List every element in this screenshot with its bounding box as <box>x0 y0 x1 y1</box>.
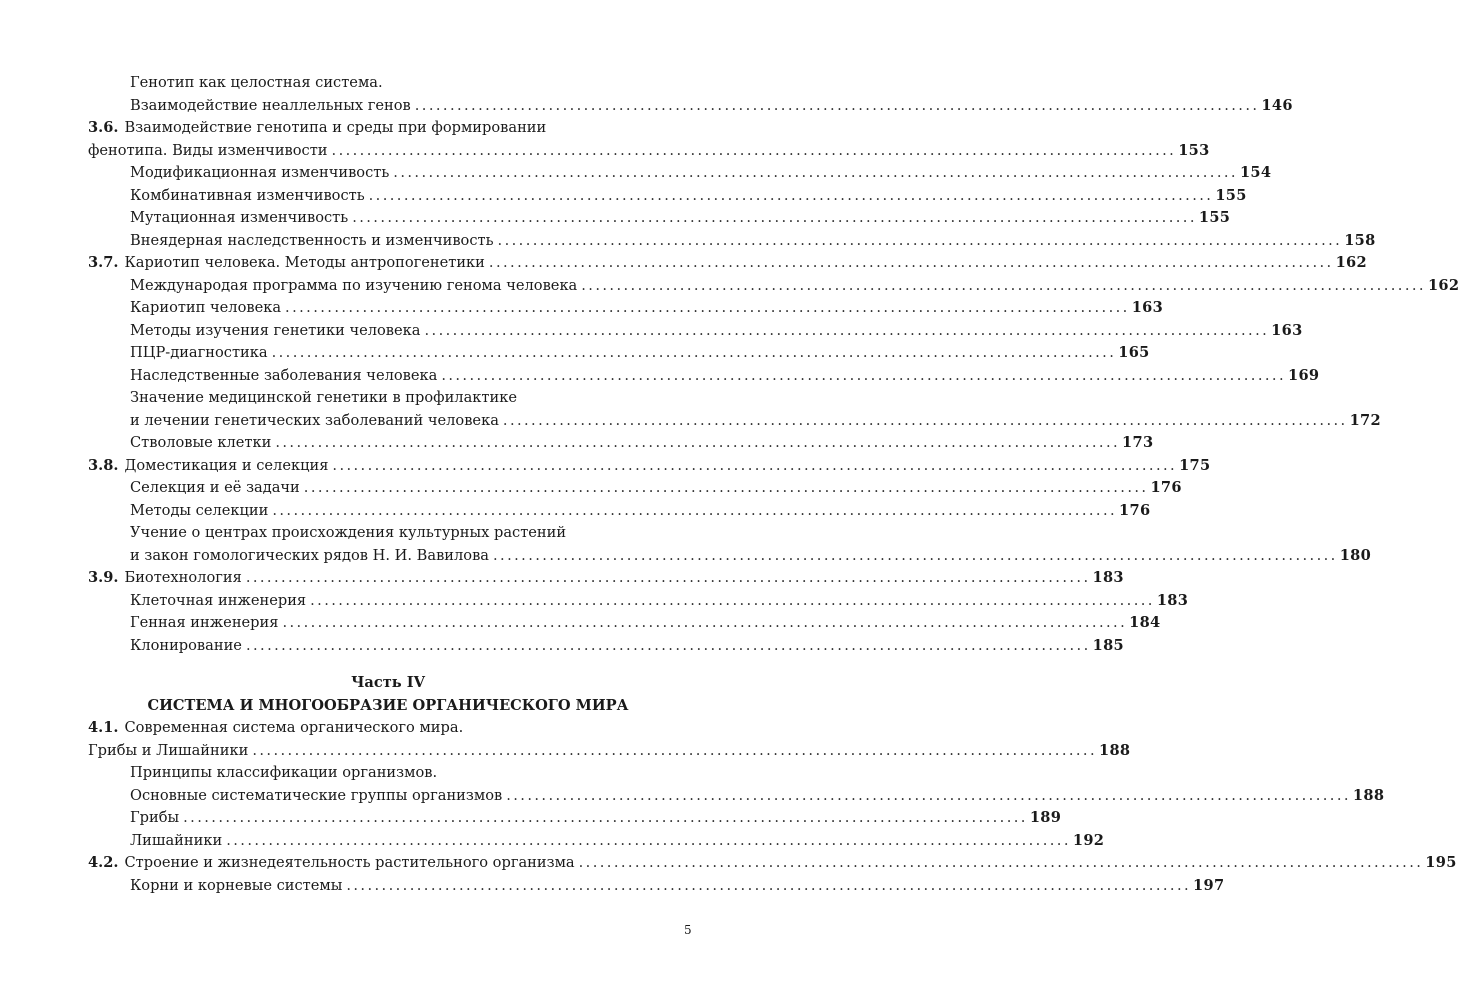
dot-leader: ........................................................................................................................ <box>303 479 1149 496</box>
entry-title: Клонирование <box>130 636 242 654</box>
page-reference: 188 <box>1099 741 1131 759</box>
part-number: Часть IV <box>351 674 425 691</box>
dot-leader: ........................................................................................................................ <box>488 254 1334 271</box>
entry-title: Международая программа по изучению генома человека <box>130 276 578 294</box>
entry-title: Клеточная инженерия <box>130 591 307 609</box>
toc-entry <box>88 477 1182 500</box>
entry-title: Кариотип человека <box>130 299 282 316</box>
dot-leader: ........................................................................................................................ <box>271 344 1117 361</box>
toc-entry <box>88 785 1385 808</box>
dot-leader: ........................................................................................................................ <box>578 854 1424 871</box>
dot-leader: ........................................................................................................................ <box>245 569 1091 586</box>
dot-leader: ........................................................................................................................ <box>393 164 1238 181</box>
entry-title: Стволовые клетки <box>130 434 272 451</box>
dot-leader: ........................................................................................................................ <box>285 299 1130 316</box>
page-reference: 162 <box>1427 276 1459 294</box>
toc-part-three-entries <box>88 72 1459 657</box>
toc-entry <box>88 762 688 785</box>
page-reference: 162 <box>1335 254 1367 271</box>
toc-entry <box>88 320 1303 343</box>
toc-entry <box>88 140 1210 163</box>
page-reference: 155 <box>1215 186 1247 204</box>
dot-leader: ........................................................................................................................ <box>441 366 1286 384</box>
dot-leader: ........................................................................................................................ <box>310 591 1155 609</box>
dot-leader: ........................................................................................................................ <box>352 209 1197 226</box>
page-reference: 185 <box>1092 636 1124 654</box>
toc-entry <box>88 207 1231 230</box>
toc-entry <box>88 522 688 545</box>
dot-leader: ........................................................................................................................ <box>414 96 1260 114</box>
entry-title: Генотип как целостная система. <box>130 74 383 91</box>
dot-leader: ........................................................................................................................ <box>493 546 1338 564</box>
entry-title: Взаимодействие генотипа и среды при формировании <box>124 119 547 136</box>
page-reference: 153 <box>1178 141 1210 159</box>
entry-title: Мутационная изменчивость <box>130 209 349 226</box>
entry-title: Модификационная изменчивость <box>130 164 390 181</box>
entry-title: Основные систематические группы организмов <box>130 786 503 804</box>
page-reference: 146 <box>1261 96 1293 114</box>
page-reference: 180 <box>1339 546 1372 564</box>
page-reference: 175 <box>1179 456 1211 474</box>
toc-entry <box>88 117 688 140</box>
section-number: 3.8. <box>88 456 119 474</box>
dot-leader: ........................................................................................................................ <box>272 501 1118 519</box>
entry-title: и закон гомологических рядов Н. И. Вавилова <box>130 546 490 564</box>
page-reference: 195 <box>1425 854 1457 871</box>
toc-entry <box>88 635 1124 658</box>
dot-leader: ........................................................................................................................ <box>331 141 1177 159</box>
toc-entry <box>88 185 1247 208</box>
entry-title: Генная инженерия <box>130 614 279 631</box>
toc-entry <box>88 830 1105 853</box>
toc-entry <box>88 342 1150 365</box>
page-reference: 154 <box>1239 164 1272 181</box>
toc-entry <box>88 875 1225 898</box>
toc-entry <box>88 852 1457 875</box>
toc-part-four-entries <box>88 717 1457 897</box>
toc-entry <box>88 717 688 740</box>
entry-title: Современная система органического мира. <box>124 719 464 736</box>
entry-title: Доместикация и селекция <box>124 456 329 474</box>
toc-entry <box>88 590 1189 613</box>
toc-entry <box>88 807 1062 830</box>
entry-title: Взаимодействие неаллельных генов <box>130 96 411 114</box>
page-reference: 184 <box>1129 614 1161 631</box>
toc-entry <box>88 387 688 410</box>
page-reference: 173 <box>1122 434 1154 451</box>
dot-leader: ........................................................................................................................ <box>497 231 1343 249</box>
entry-title: фенотипа. Виды изменчивости <box>88 141 328 159</box>
dot-leader: ........................................................................................................................ <box>332 456 1178 474</box>
page-reference: 188 <box>1352 786 1385 804</box>
toc-entry <box>88 567 1124 590</box>
page-reference: 165 <box>1118 344 1150 361</box>
toc-entry <box>88 162 1272 185</box>
entry-title: Комбинативная изменчивость <box>130 186 365 204</box>
dot-leader: ........................................................................................................................ <box>346 876 1192 894</box>
page-reference: 197 <box>1193 876 1225 894</box>
page-reference: 163 <box>1131 299 1164 316</box>
toc-entry <box>88 545 1372 568</box>
page-reference: 169 <box>1287 366 1320 384</box>
section-number: 3.7. <box>88 254 119 271</box>
page-reference: 183 <box>1156 591 1189 609</box>
toc-entry <box>88 275 1459 298</box>
entry-title: Методы селекции <box>130 501 269 519</box>
entry-title: Корни и корневые системы <box>130 876 343 894</box>
dot-leader: ........................................................................................................................ <box>226 831 1071 849</box>
toc-entry <box>88 72 688 95</box>
entry-title: Биотехнология <box>124 569 242 586</box>
entry-title: Значение медицинской генетики в профилактике <box>130 389 517 406</box>
toc-entry <box>88 500 1151 523</box>
page-reference: 189 <box>1029 809 1062 826</box>
section-number: 3.6. <box>88 119 119 136</box>
entry-title: Строение и жизнедеятельность растительного организма <box>124 854 575 871</box>
entry-title: Методы изучения генетики человека <box>130 321 421 339</box>
dot-leader: ........................................................................................................................ <box>506 786 1351 804</box>
dot-leader: ........................................................................................................................ <box>245 636 1091 654</box>
dot-leader: ........................................................................................................................ <box>183 809 1028 826</box>
entry-title: Принципы классификации организмов. <box>130 764 438 781</box>
section-number: 4.1. <box>88 719 119 736</box>
toc-entry <box>88 455 1211 478</box>
entry-title: Кариотип человека. Методы антропогенетики <box>124 254 485 271</box>
entry-title: Грибы и Лишайники <box>88 741 249 759</box>
entry-title: Лишайники <box>130 831 223 849</box>
entry-title: Учение о центрах происхождения культурных растений <box>130 524 567 541</box>
dot-leader: ........................................................................................................................ <box>252 741 1098 759</box>
toc-entry <box>88 297 1164 320</box>
page-reference: 158 <box>1344 231 1376 249</box>
page-reference: 183 <box>1092 569 1124 586</box>
page-reference: 176 <box>1150 479 1182 496</box>
toc-entry <box>88 252 1367 275</box>
table-of-contents <box>88 72 1459 897</box>
entry-title: ПЦР-диагностика <box>130 344 268 361</box>
entry-title: Селекция и её задачи <box>130 479 300 496</box>
dot-leader: ........................................................................................................................ <box>502 411 1348 429</box>
page-reference: 192 <box>1072 831 1105 849</box>
page-number: 5 <box>684 923 692 937</box>
toc-entry <box>88 740 1131 763</box>
dot-leader: ........................................................................................................................ <box>282 614 1128 631</box>
toc-entry <box>88 230 1376 253</box>
dot-leader: ........................................................................................................................ <box>275 434 1121 451</box>
page-reference: 155 <box>1198 209 1231 226</box>
section-number: 4.2. <box>88 854 119 871</box>
dot-leader: ........................................................................................................................ <box>424 321 1270 339</box>
entry-title: Внеядерная наследственность и изменчивость <box>130 231 494 249</box>
dot-leader: ........................................................................................................................ <box>581 276 1426 294</box>
toc-entry <box>88 365 1320 388</box>
entry-title: Грибы <box>130 809 180 826</box>
entry-title: Наследственные заболевания человека <box>130 366 438 384</box>
toc-entry <box>88 612 1161 635</box>
entry-title: и лечении генетических заболеваний человека <box>130 411 499 429</box>
toc-entry <box>88 432 1154 455</box>
toc-entry <box>88 95 1293 118</box>
toc-entry <box>88 410 1381 433</box>
section-number: 3.9. <box>88 569 119 586</box>
part-title: СИСТЕМА И МНОГООБРАЗИЕ ОРГАНИЧЕСКОГО МИРА <box>147 696 629 714</box>
page-reference: 176 <box>1119 501 1151 519</box>
page-reference: 172 <box>1349 411 1381 429</box>
dot-leader: ........................................................................................................................ <box>368 186 1214 204</box>
page-reference: 163 <box>1271 321 1303 339</box>
